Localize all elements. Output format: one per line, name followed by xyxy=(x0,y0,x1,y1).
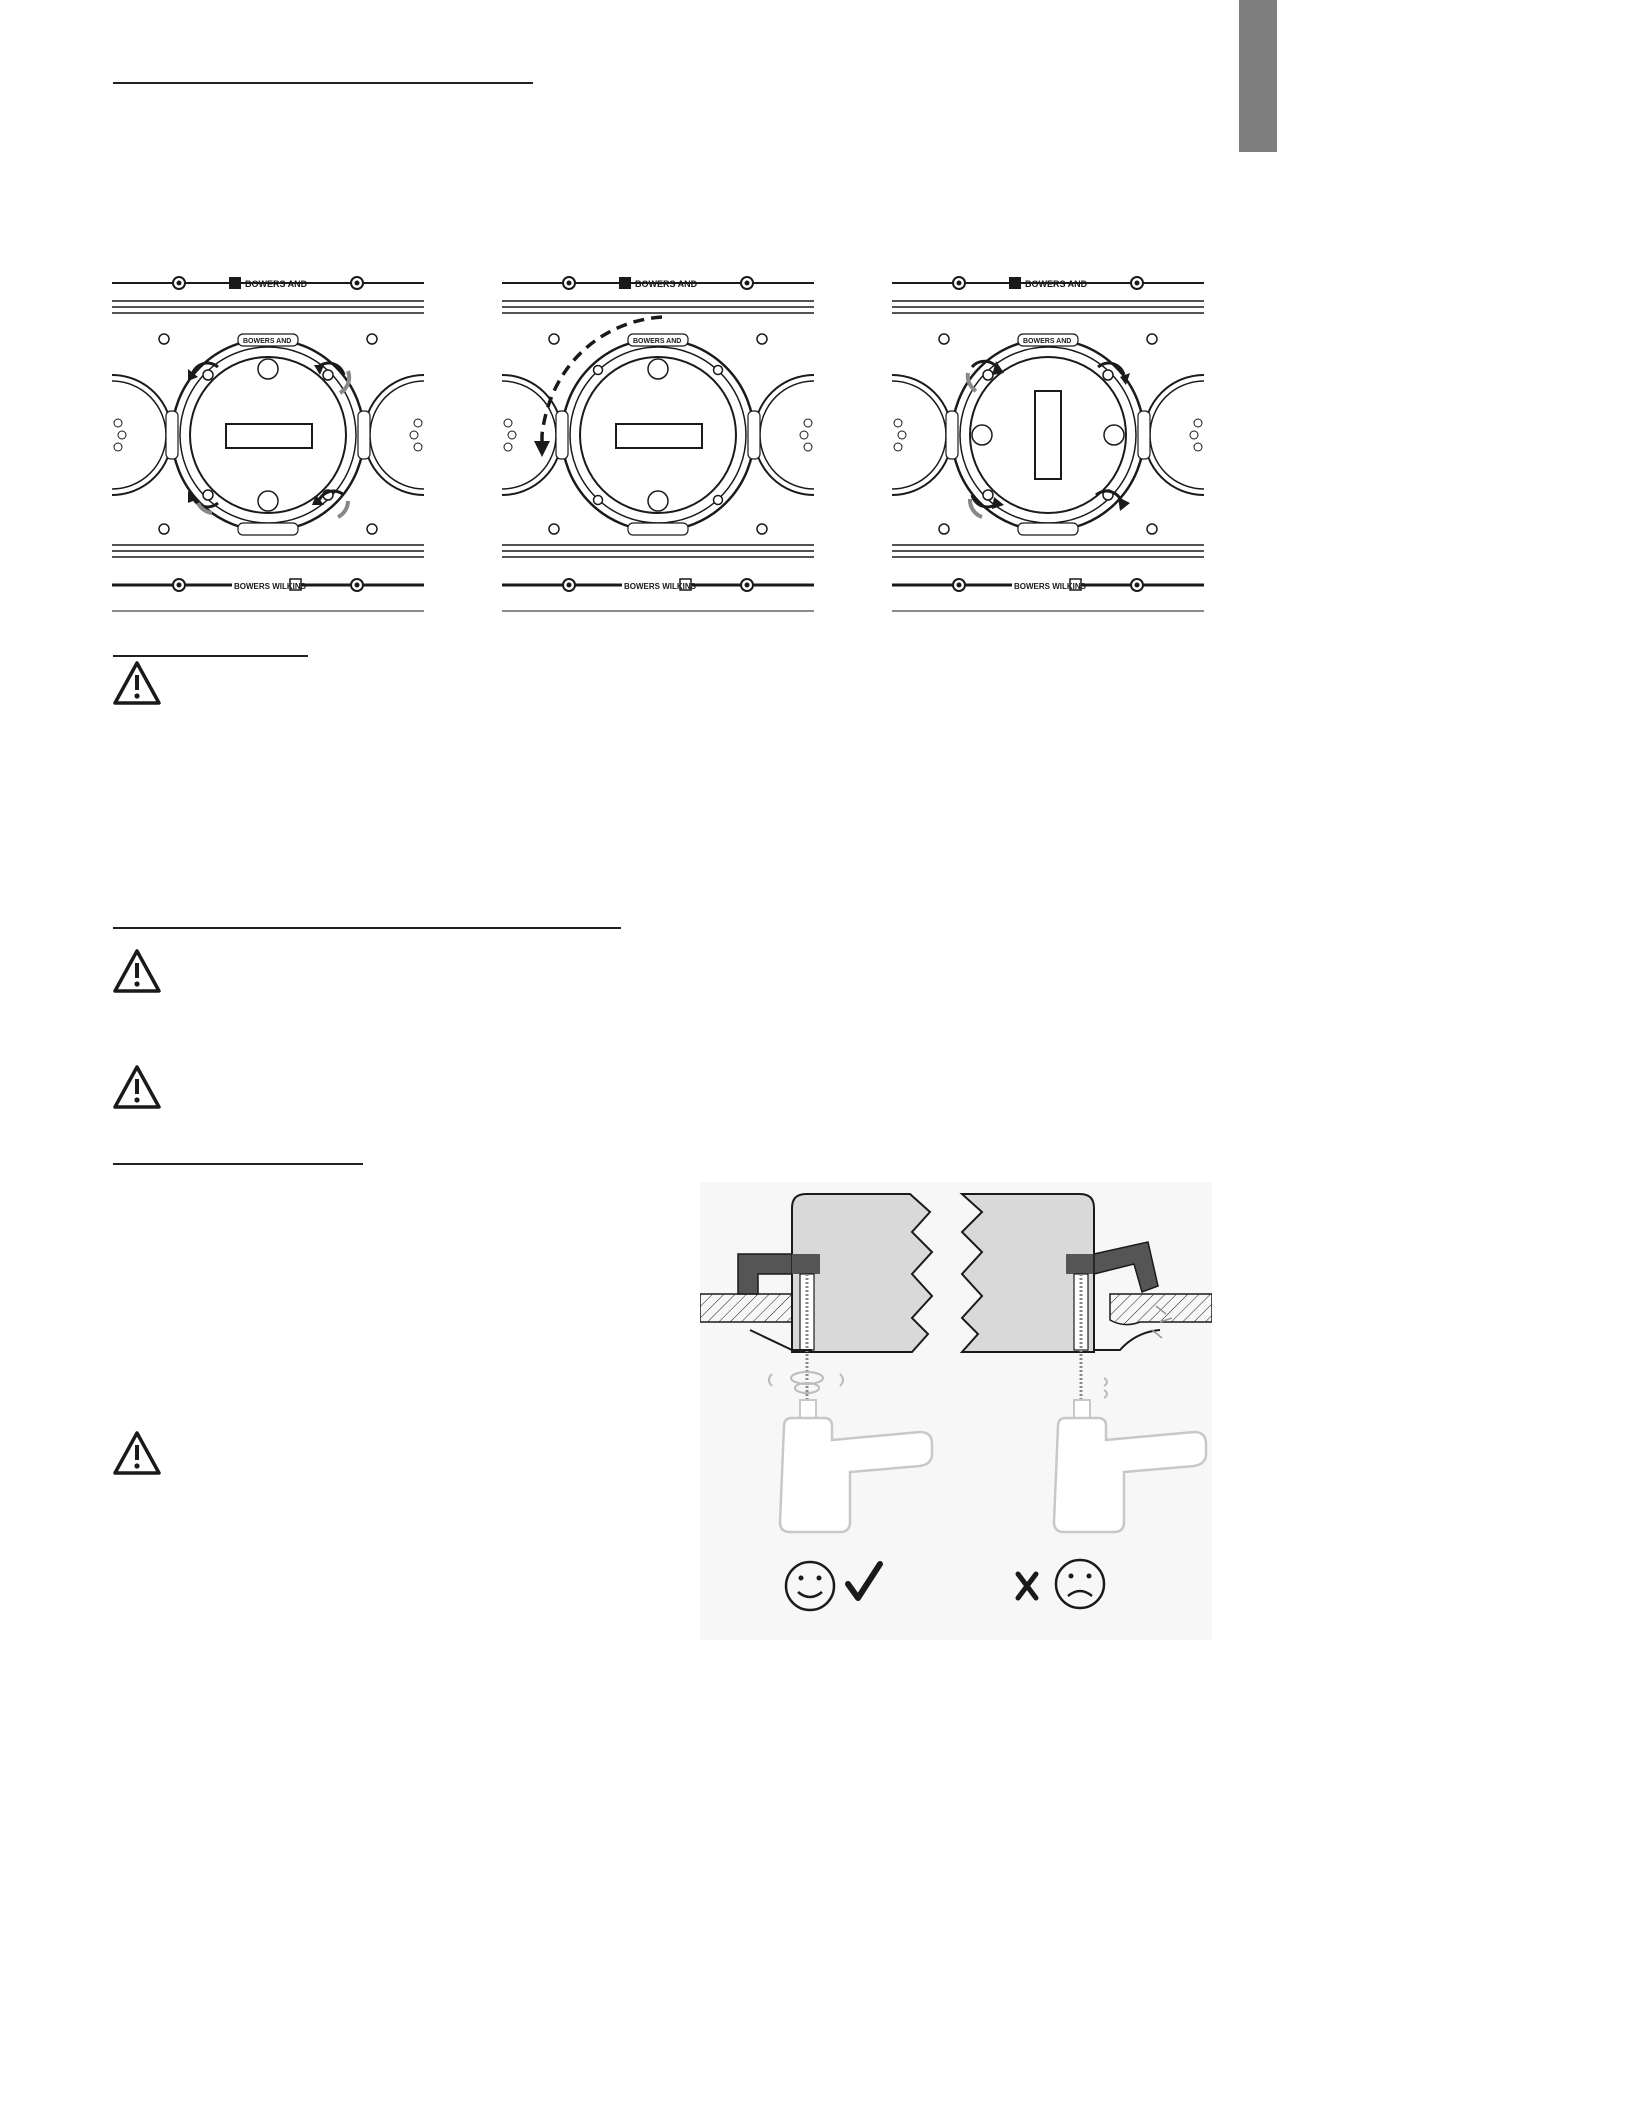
panel-3-ring-label: BOWERS AND xyxy=(1023,338,1072,345)
section-heading-rule-4 xyxy=(113,1163,363,1165)
mounting-cross-section-illustration xyxy=(700,1182,1212,1640)
warning-triangle-icon xyxy=(112,660,162,706)
warning-triangle-icon xyxy=(112,948,162,994)
section-tab xyxy=(1239,0,1277,152)
panel-1-ring-label: BOWERS AND xyxy=(243,338,292,345)
section-heading-rule-1 xyxy=(113,82,533,84)
panel-2-ring-label: BOWERS AND xyxy=(633,338,682,345)
section-heading-rule-3 xyxy=(113,927,621,929)
illustration-panel-1 xyxy=(112,255,424,612)
panel-3-top-label: BOWERS AND xyxy=(1025,279,1088,289)
panel-1-bottom-label: BOWERS WILKINS xyxy=(234,582,306,591)
section-heading-rule-2 xyxy=(113,655,308,657)
illustration-panel-3 xyxy=(892,255,1204,612)
panel-2-bottom-label: BOWERS WILKINS xyxy=(624,582,696,591)
illustration-panel-2 xyxy=(502,255,814,612)
panel-3-bottom-label: BOWERS WILKINS xyxy=(1014,582,1086,591)
warning-triangle-icon xyxy=(112,1064,162,1110)
panel-1-top-label: BOWERS AND xyxy=(245,279,308,289)
warning-triangle-icon xyxy=(112,1430,162,1476)
panel-2-top-label: BOWERS AND xyxy=(635,279,698,289)
